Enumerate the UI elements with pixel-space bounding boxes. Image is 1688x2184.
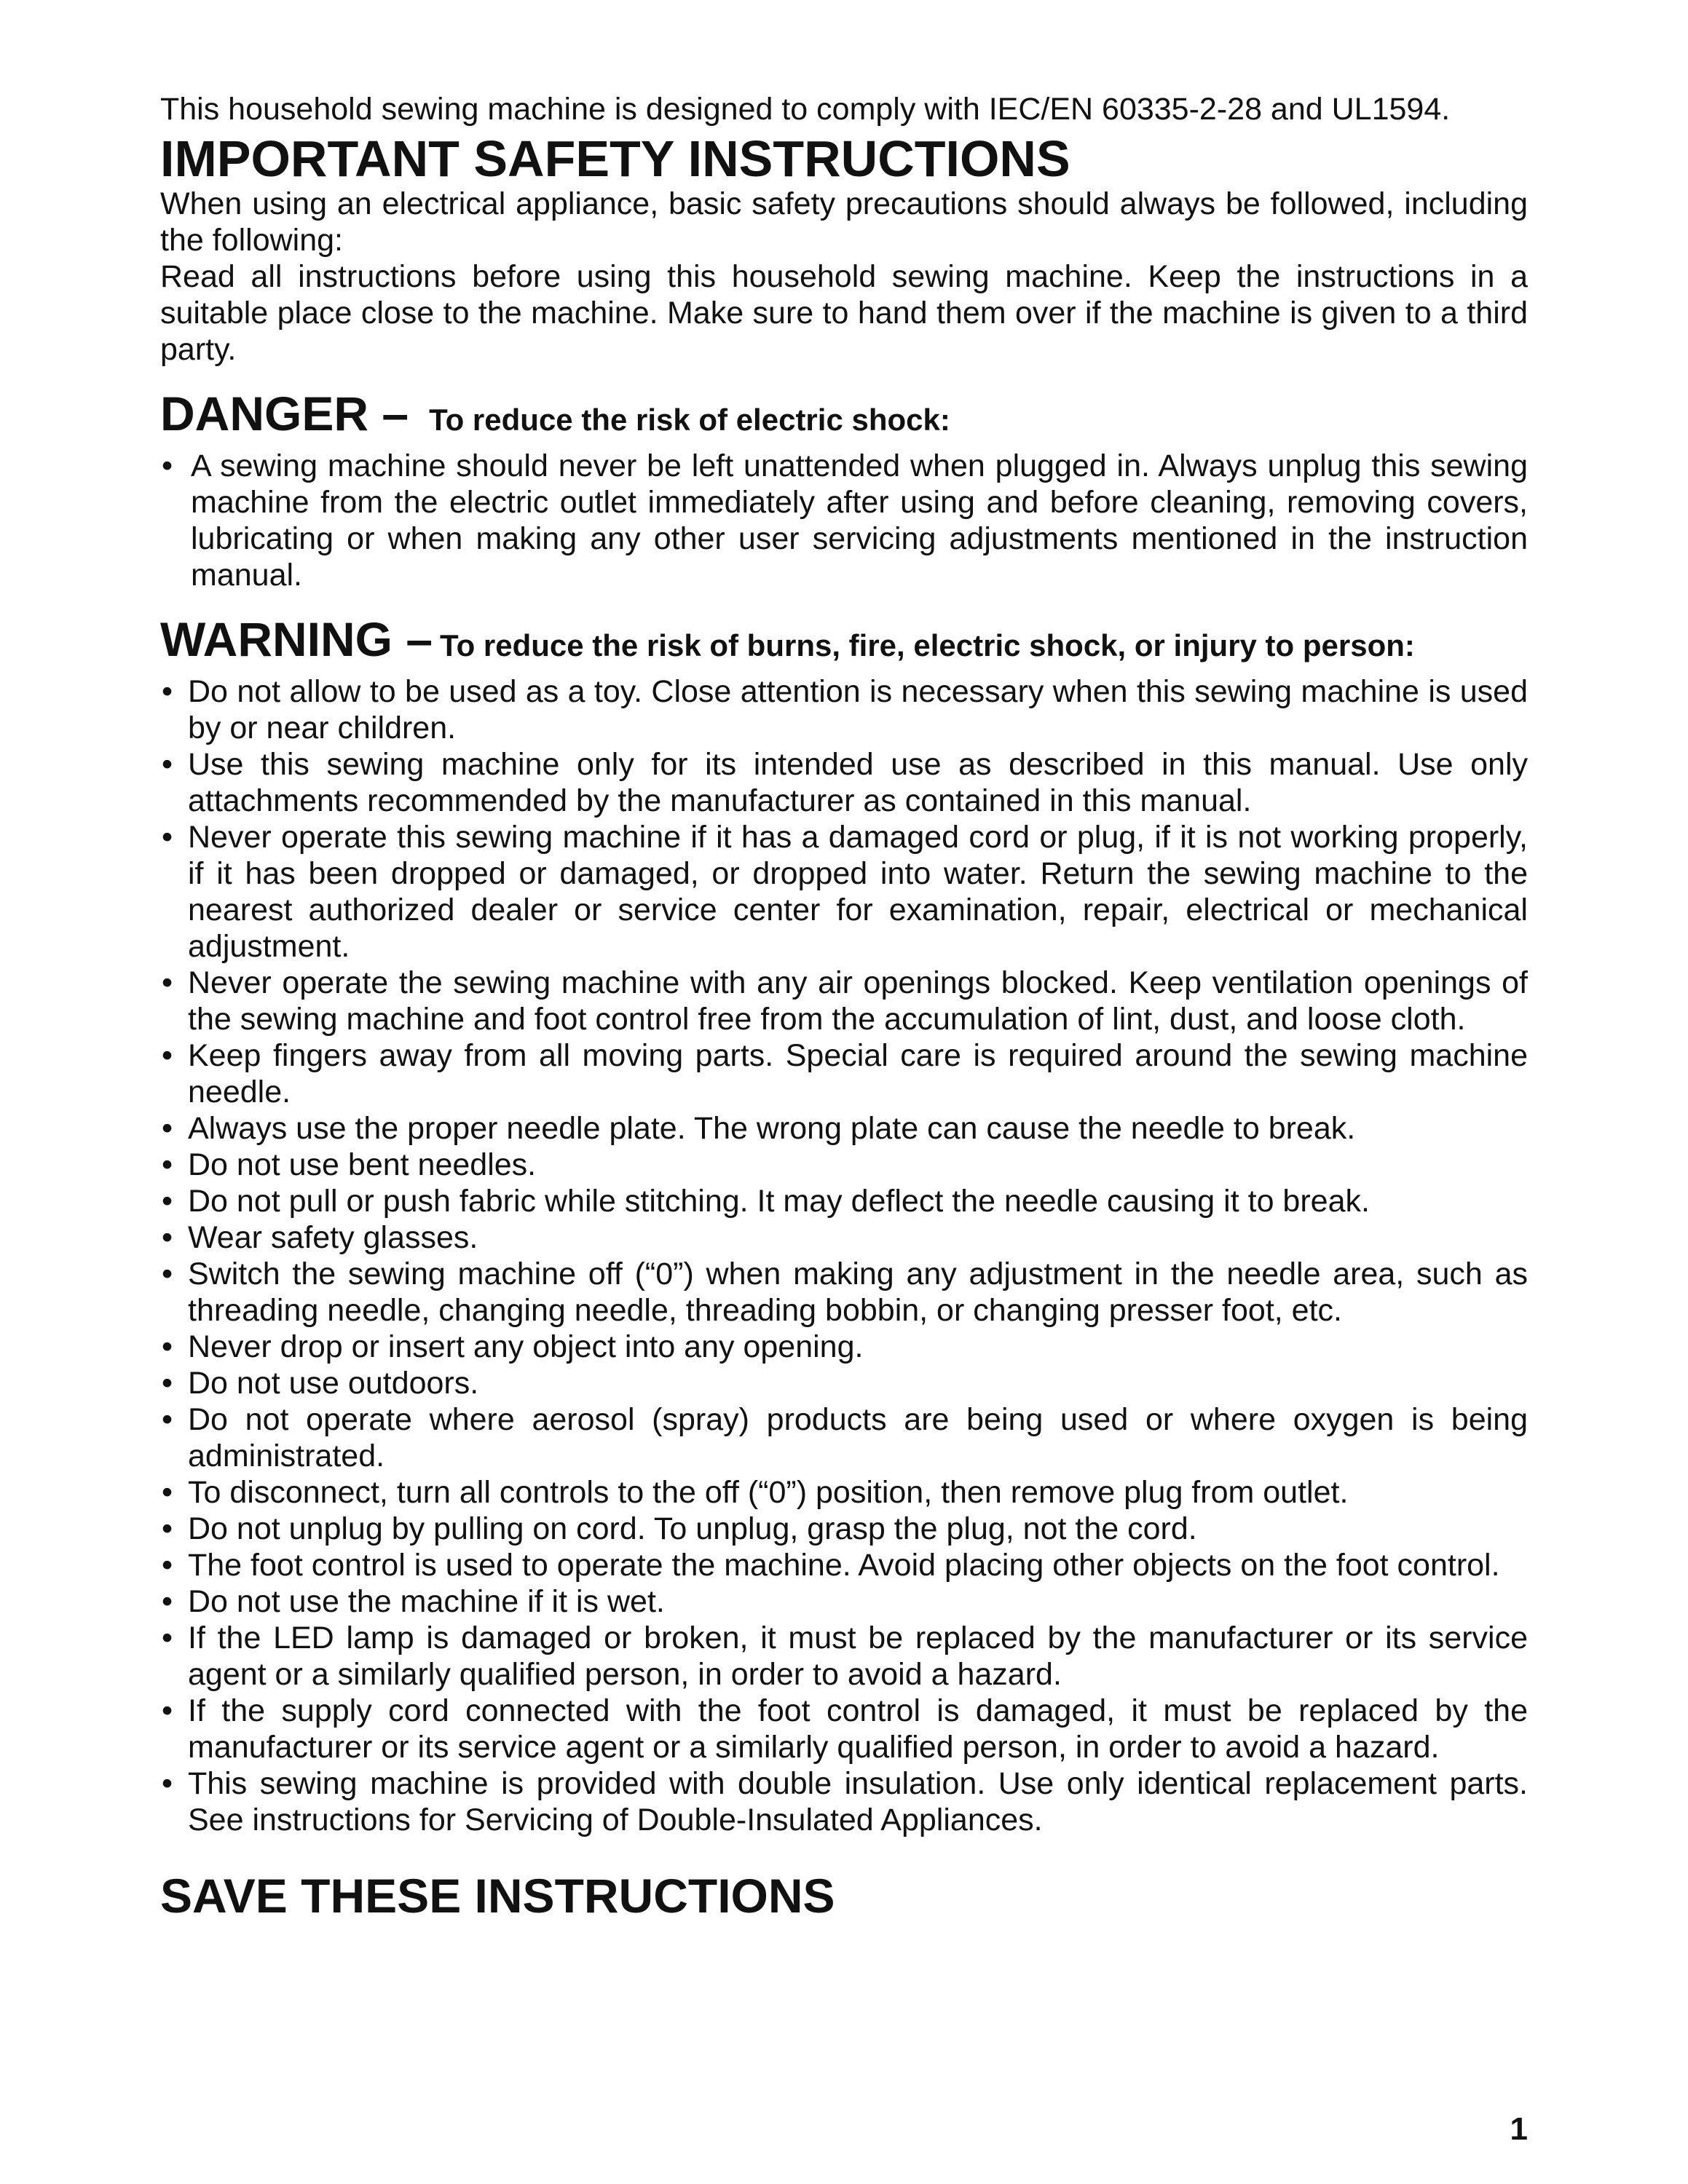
list-item-text: Switch the sewing machine off (“0”) when making any adjustment in the needle area, such as threading needle, changing needle, threading bobbin, or changing presser foot, etc. [188,1257,1528,1328]
list-item-text: Do not use the machine if it is wet. [188,1584,665,1619]
bullet-icon: • [162,1257,173,1291]
danger-subtitle: To reduce the risk of electric shock: [429,403,950,437]
list-item [160,1256,1528,1329]
intro-text: This household sewing machine is designed to comply with IEC/EN 60335-2-28 and UL1594. [160,92,1451,127]
bullet-icon: • [162,1111,173,1146]
list-item-text: Do not allow to be used as a toy. Close attention is necessary when this sewing machine is used by or near children. [188,674,1528,745]
bullet-icon: • [162,1329,173,1364]
bullet-icon: • [162,1402,173,1437]
bullet-icon: • [162,1584,173,1619]
bullet-icon: • [162,1693,173,1728]
list-item-text: If the supply cord connected with the foot control is damaged, it must be replaced by the manufacturer or its service agent or a similarly qualified person, in order to avoid a hazard. [188,1693,1528,1765]
list-item-text: A sewing machine should never be left unattended when plugged in. Always unplug this sewing machine from the electric outlet immediately after using and before cleaning, removing covers, lubricating or when making any other user servicing adjustments mentioned in the instruction manual. [191,448,1528,593]
warning-label: WARNING – [160,612,433,666]
list-item-text: To disconnect, turn all controls to the off (“0”) position, then remove plug from outlet. [188,1475,1349,1510]
list-item [160,819,1528,965]
warning-list [160,673,1528,1838]
list-item [160,1219,1528,1256]
list-item-text: Do not unplug by pulling on cord. To unplug, grasp the plug, not the cord. [188,1511,1197,1546]
bullet-icon: • [162,1038,173,1073]
list-item-text: Use this sewing machine only for its intended use as described in this manual. Use only attachments recommended by the manufacturer as contained in this manual. [188,747,1528,818]
bullet-icon: • [162,747,173,782]
list-item-text: Keep fingers away from all moving parts. Special care is required around the sewing machine needle. [188,1038,1528,1109]
bullet-icon: • [162,1475,173,1510]
page-title: IMPORTANT SAFETY INSTRUCTIONS [160,130,1070,187]
list-item [160,1511,1528,1547]
danger-heading [160,385,1528,442]
list-item [160,1401,1528,1474]
danger-label: DANGER – [160,387,409,440]
list-item [160,1583,1528,1620]
bullet-icon: • [162,1366,173,1401]
list-item-text: Wear safety glasses. [188,1220,478,1255]
list-item-text: Always use the proper needle plate. The wrong plate can cause the needle to break. [188,1111,1356,1146]
precautions-paragraph: When using an electrical appliance, basic safety precautions should always be followed, including the following: [160,186,1528,258]
warning-heading [160,611,1528,668]
list-item-text: If the LED lamp is damaged or broken, it must be replaced by the manufacturer or its service agent or a similarly qualified person, in order to avoid a hazard. [188,1621,1528,1692]
list-item [160,965,1528,1037]
bullet-icon: • [162,820,173,855]
list-item [160,1147,1528,1183]
bullet-icon: • [162,1548,173,1583]
list-item-text: Do not pull or push fabric while stitching. It may deflect the needle causing it to break. [188,1184,1370,1219]
list-item [160,1765,1528,1838]
danger-list [160,448,1528,593]
list-item [160,1547,1528,1583]
list-item [160,1474,1528,1511]
list-item-text: Never drop or insert any object into any opening. [188,1329,864,1364]
list-item-text: Do not use outdoors. [188,1366,479,1401]
bullet-icon: • [162,1184,173,1219]
list-item-text: Do not operate where aerosol (spray) products are being used or where oxygen is being administrated. [188,1402,1528,1473]
list-item [160,1183,1528,1219]
bullet-icon: • [162,1147,173,1182]
list-item [160,448,1528,593]
list-item [160,1693,1528,1765]
document-page [160,91,1528,1924]
bullet-icon: • [162,1220,173,1255]
page-number: 1 [1510,2111,1528,2147]
list-item [160,1329,1528,1365]
list-item [160,673,1528,746]
list-item [160,1037,1528,1110]
bullet-icon: • [162,1621,173,1655]
list-item [160,1620,1528,1693]
list-item [160,746,1528,819]
save-instructions-title: SAVE THESE INSTRUCTIONS [160,1869,835,1923]
list-item-text: Never operate the sewing machine with any air openings blocked. Keep ventilation openings of the sewing machine and foot control free from the accumulation of lint, dust, and loose cloth. [188,965,1528,1037]
bullet-icon: • [162,965,173,1000]
bullet-icon: • [162,674,173,709]
read-instructions-paragraph: Read all instructions before using this household sewing machine. Keep the instructions in a suitable place close to the machine. Make sure to hand them over if the machine is given to a third party. [160,259,1528,367]
warning-subtitle: To reduce the risk of burns, fire, electric shock, or injury to person: [440,628,1415,662]
bullet-icon: • [162,1511,173,1546]
list-item-text: The foot control is used to operate the machine. Avoid placing other objects on the foot control. [188,1548,1500,1583]
list-item-text: This sewing machine is provided with double insulation. Use only identical replacement parts. See instructions for Servicing of Double-Insulated Appliances. [188,1766,1528,1837]
list-item [160,1110,1528,1147]
list-item-text: Do not use bent needles. [188,1147,537,1182]
list-item [160,1365,1528,1401]
bullet-icon: • [162,448,173,483]
bullet-icon: • [162,1766,173,1801]
list-item-text: Never operate this sewing machine if it has a damaged cord or plug, if it is not working properly, if it has been dropped or damaged, or dropped into water. Return the sewing machine to the nearest authorized dealer or service center for examination, repair, electrical or mechanical adjustment. [188,820,1528,964]
